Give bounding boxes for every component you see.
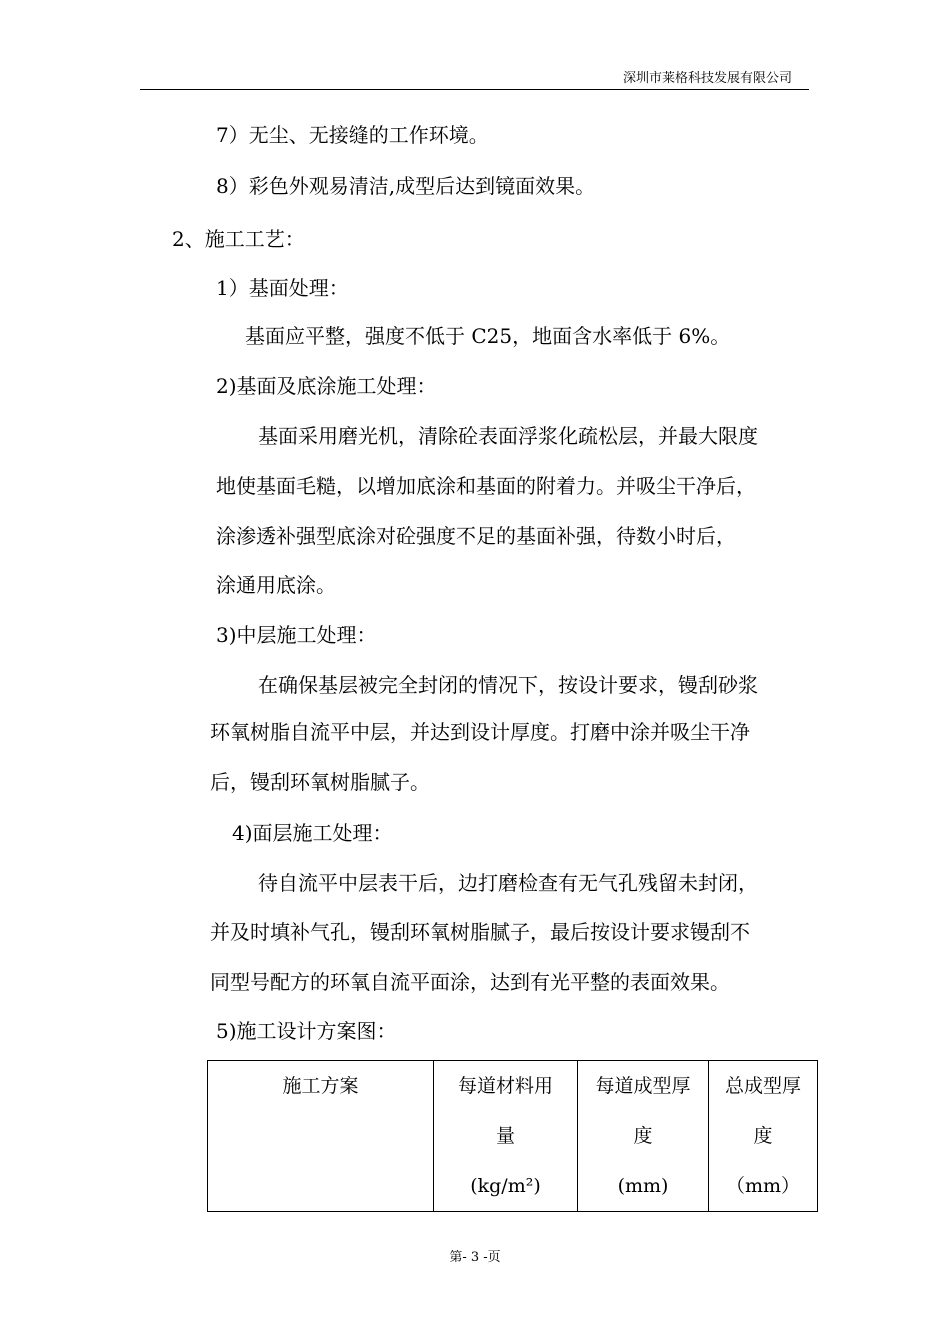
page-number: 第- 3 -页 bbox=[449, 1250, 501, 1265]
table-header-cell bbox=[208, 1061, 434, 1212]
header-total-thickness: 总成型厚 bbox=[724, 1075, 801, 1097]
header-total-thickness-cont: 度 bbox=[753, 1125, 773, 1147]
paragraph-line: 涂渗透补强型底涂对砼强度不足的基面补强，待数小时后， bbox=[216, 524, 736, 548]
subheading-primer-treatment: 2)基面及底涂施工处理： bbox=[216, 374, 437, 398]
header-thickness-per-coat: 每道成型厚 bbox=[595, 1075, 691, 1097]
feature-item-8: 8）彩色外观易清洁,成型后达到镜面效果。 bbox=[216, 174, 596, 198]
header-total-thickness-unit: （mm） bbox=[725, 1175, 801, 1197]
feature-item-7: 7）无尘、无接缝的工作环境。 bbox=[216, 123, 489, 147]
header-material-unit: (kg/m²) bbox=[470, 1175, 541, 1197]
paragraph-line: 地使基面毛糙，以增加底涂和基面的附着力。并吸尘干净后， bbox=[216, 474, 756, 498]
paragraph-line: 后，镘刮环氧树脂腻子。 bbox=[210, 770, 430, 794]
table-header-cell bbox=[709, 1061, 818, 1212]
paragraph-line: 涂通用底涂。 bbox=[216, 573, 336, 597]
construction-plan-table bbox=[207, 1060, 818, 1212]
paragraph-line: 同型号配方的环氧自流平面涂，达到有光平整的表面效果。 bbox=[210, 970, 730, 994]
subheading-top-layer: 4)面层施工处理： bbox=[232, 821, 393, 845]
paragraph-base-requirements: 基面应平整，强度不低于 C25，地面含水率低于 6%。 bbox=[245, 324, 731, 348]
header-construction-plan: 施工方案 bbox=[282, 1075, 359, 1097]
paragraph-line: 环氧树脂自流平中层，并达到设计厚度。打磨中涂并吸尘干净 bbox=[210, 720, 750, 744]
subheading-design-plan: 5)施工设计方案图： bbox=[216, 1019, 397, 1043]
paragraph-line: 基面采用磨光机，清除砼表面浮浆化疏松层，并最大限度 bbox=[258, 424, 758, 448]
header-thickness-per-coat-cont: 度 bbox=[633, 1125, 653, 1147]
header-material-per-coat: 每道材料用 bbox=[457, 1075, 553, 1097]
paragraph-line: 在确保基层被完全封闭的情况下，按设计要求，镘刮砂浆 bbox=[258, 673, 758, 697]
header-material-per-coat-cont: 量 bbox=[495, 1125, 515, 1147]
table-header-row bbox=[208, 1061, 818, 1212]
subheading-base-treatment: 1）基面处理： bbox=[216, 276, 349, 300]
header-company-name: 深圳市莱格科技发展有限公司 bbox=[622, 71, 792, 86]
table-header-cell bbox=[578, 1061, 709, 1212]
header-thickness-unit: (mm) bbox=[617, 1175, 669, 1197]
table-header-cell bbox=[434, 1061, 578, 1212]
paragraph-line: 待自流平中层表干后，边打磨检查有无气孔残留未封闭， bbox=[258, 871, 758, 895]
section-heading-construction-process: 2、施工工艺： bbox=[172, 227, 305, 251]
paragraph-line: 并及时填补气孔，镘刮环氧树脂腻子，最后按设计要求镘刮不 bbox=[210, 920, 750, 944]
header-rule bbox=[140, 89, 809, 90]
subheading-middle-layer: 3)中层施工处理： bbox=[216, 623, 377, 647]
